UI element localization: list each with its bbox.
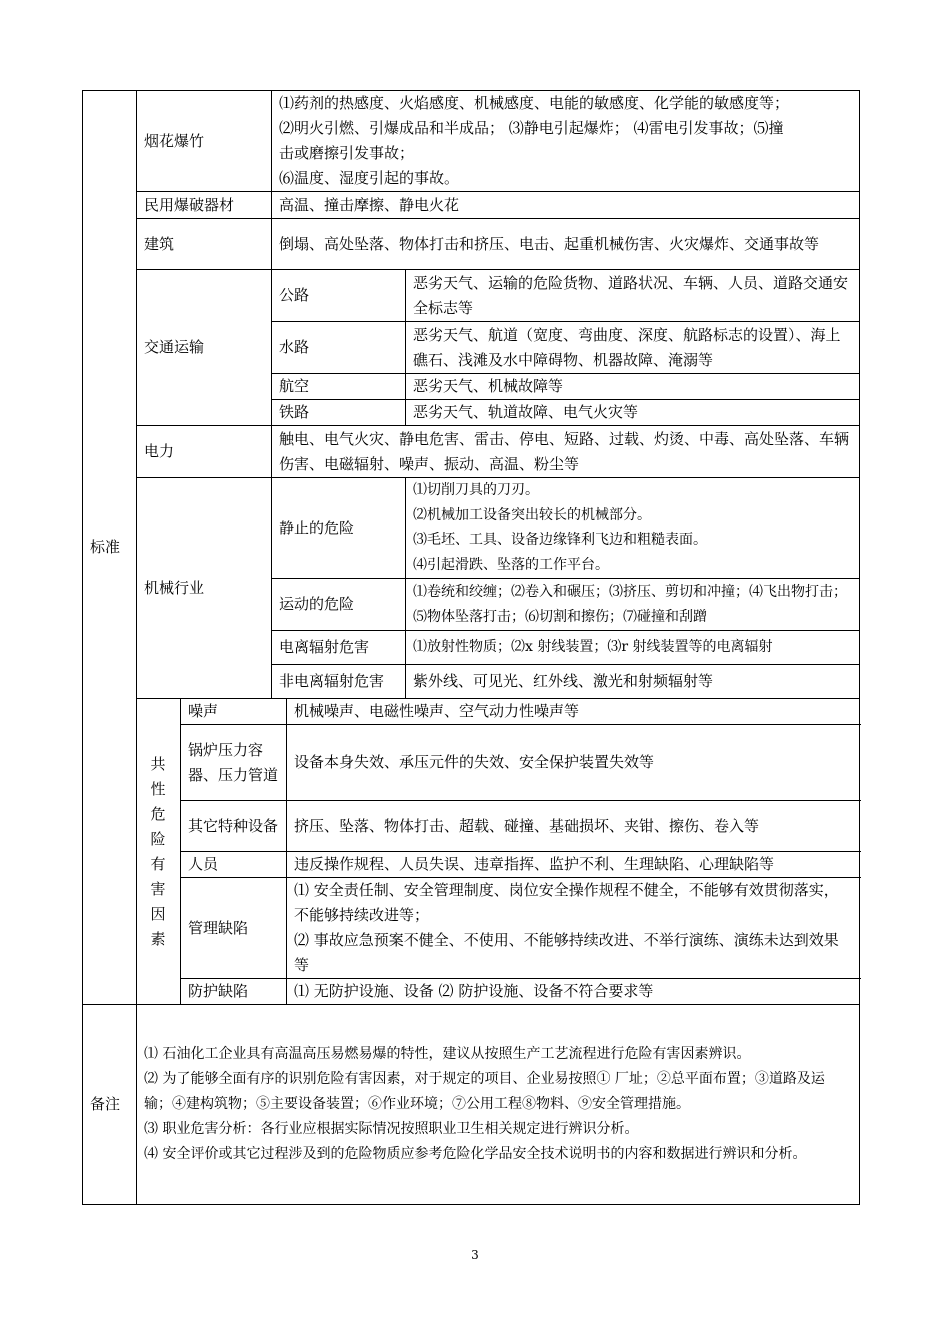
row-common-noise [83,699,860,725]
row-common-protection [83,979,860,1005]
content-construction: 倒塌、高处坠落、物体打击和挤压、电击、起重机械伤害、火灾爆炸、交通事故等 [272,219,860,270]
row-blasting [83,192,860,219]
remarks-label: 备注 [83,1005,137,1205]
content-boiler-pressure: 设备本身失效、承压元件的失效、安全保护装置失效等 [287,725,860,801]
sub-personnel: 人员 [181,852,287,878]
row-remarks [83,1005,860,1205]
category-transport: 交通运输 [137,270,272,426]
sub-noise: 噪声 [181,699,287,725]
sub-nonionizing-radiation: 非电离辐射危害 [272,665,406,699]
content-management-defect: ⑴ 安全责任制、安全管理制度、岗位安全操作规程不健全，不能够有效贯彻落实，不能够持续改进等； ⑵ 事故应急预案不健全、不使用、不能够持续改进、不举行演练、演练未达到效果等 [287,878,860,979]
content-ionizing-radiation: ⑴放射性物质；⑵x 射线装置；⑶r 射线装置等的电离辐射 [406,631,860,665]
sub-ionizing-radiation: 电离辐射危害 [272,631,406,665]
category-construction: 建筑 [137,219,272,270]
sub-management-defect: 管理缺陷 [181,878,287,979]
content-water: 恶劣天气、航道（宽度、弯曲度、深度、航路标志的设置）、海上礁石、浅滩及水中障碍物、机器故障、淹溺等 [406,322,860,374]
content-fireworks: ⑴药剂的热感度、火焰感度、机械感度、电能的敏感度、化学能的敏感度等； ⑵明火引燃、引爆成品和半成品； ⑶静电引起爆炸； ⑷雷电引发事故；⑸撞 击或磨擦引发事故； ⑹温度、湿度引起的事故。 [272,91,860,192]
row-fireworks [83,91,860,192]
row-common-personnel [83,852,860,878]
category-common-hazards: 共性危险有害因素 [137,699,181,1005]
sub-rail: 铁路 [272,400,406,426]
category-power: 电力 [137,426,272,478]
row-construction [83,219,860,270]
content-power: 触电、电气火灾、静电危害、雷击、停电、短路、过载、灼烫、中毒、高处坠落、车辆伤害、电磁辐射、噪声、振动、高温、粉尘等 [272,426,860,478]
sub-road: 公路 [272,270,406,322]
sub-boiler-pressure: 锅炉压力容器、压力管道 [181,725,287,801]
row-common-management [83,878,860,979]
section-label-standard: 标准 [83,91,137,1005]
content-noise: 机械噪声、电磁性噪声、空气动力性噪声等 [287,699,860,725]
content-blasting: 高温、撞击摩擦、静电火花 [272,192,860,219]
content-protection-defect: ⑴ 无防护设施、设备 ⑵ 防护设施、设备不符合要求等 [287,979,860,1005]
content-air: 恶劣天气、机械故障等 [406,374,860,400]
row-power [83,426,860,478]
category-fireworks: 烟花爆竹 [137,91,272,192]
page-number: 3 [471,1248,479,1262]
content-special-equipment: 挤压、坠落、物体打击、超载、碰撞、基础损坏、夹钳、擦伤、卷入等 [287,801,860,852]
row-common-boiler [83,725,860,801]
content-moving-hazard: ⑴卷统和绞缠；⑵卷入和碾压；⑶挤压、剪切和冲撞；⑷飞出物打击；⑸物体坠落打击；⑹切割和擦伤；⑺碰撞和刮蹭 [406,579,860,631]
sub-protection-defect: 防护缺陷 [181,979,287,1005]
row-transport-road [83,270,860,322]
category-machinery: 机械行业 [137,478,272,699]
category-blasting: 民用爆破器材 [137,192,272,219]
content-static-hazard: ⑴切削刀具的刀刃。 ⑵机械加工设备突出较长的机械部分。 ⑶毛坯、工具、设备边缘锋利飞边和粗糙表面。 ⑷引起滑跌、坠落的工作平台。 [406,478,860,579]
sub-water: 水路 [272,322,406,374]
content-rail: 恶劣天气、轨道故障、电气火灾等 [406,400,860,426]
content-road: 恶劣天气、运输的危险货物、道路状况、车辆、人员、道路交通安全标志等 [406,270,860,322]
row-common-special-equipment [83,801,860,852]
content-nonionizing-radiation: 紫外线、可见光、红外线、激光和射频辐射等 [406,665,860,699]
sub-moving-hazard: 运动的危险 [272,579,406,631]
row-machinery-static [83,478,860,579]
content-personnel: 违反操作规程、人员失误、违章指挥、监护不利、生理缺陷、心理缺陷等 [287,852,860,878]
sub-special-equipment: 其它特种设备 [181,801,287,852]
sub-air: 航空 [272,374,406,400]
remarks-content: ⑴ 石油化工企业具有高温高压易燃易爆的特性，建议从按照生产工艺流程进行危险有害因素辨识。 ⑵ 为了能够全面有序的识别危险有害因素，对于规定的项目、企业易按照① 厂址；②总平面布置；③道路及运输；④建构筑物；⑤主要设备装置；⑥作业环境；⑦公用工程⑧物料、⑨安全管理措施。 ⑶ 职业危害分析：各行业应根据实际情况按照职业卫生相关规定进行辨识分析。 ⑷ 安全评价或其它过程涉及到的危险物质应参考危险化学品安全技术说明书的内容和数据进行辨识和分析。 [137,1005,860,1205]
hazard-table [82,90,860,1205]
sub-static-hazard: 静止的危险 [272,478,406,579]
